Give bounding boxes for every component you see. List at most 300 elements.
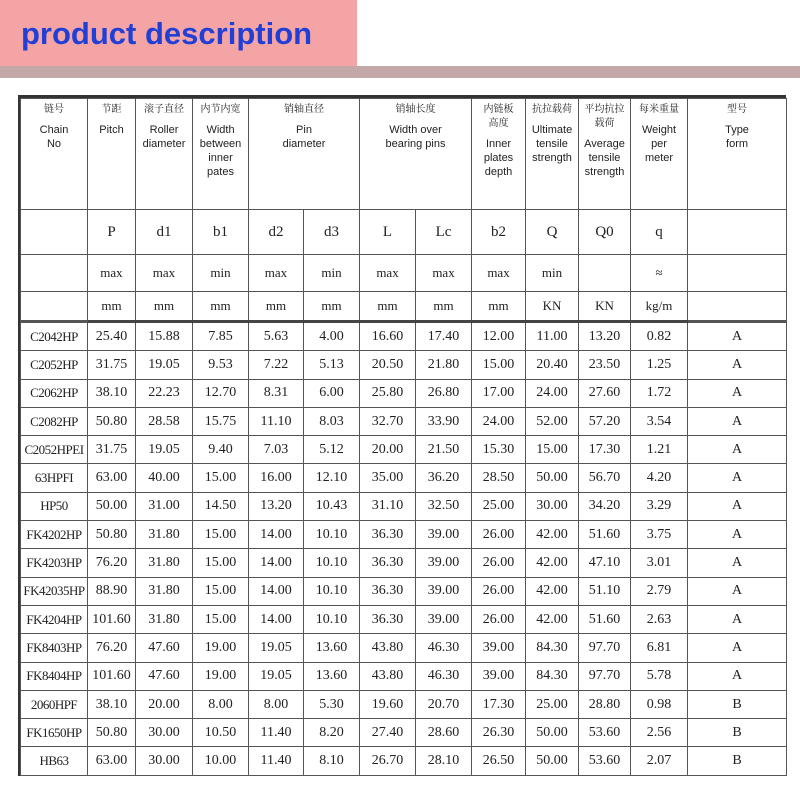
value-cell: 5.12 xyxy=(304,436,360,464)
header-en: Chain No xyxy=(39,124,69,150)
value-cell: 52.00 xyxy=(526,407,579,435)
value-cell: 6.00 xyxy=(304,379,360,407)
header-zh: 节距 xyxy=(101,104,122,115)
value-cell: 31.80 xyxy=(136,605,193,633)
value-cell: 14.50 xyxy=(193,492,249,520)
value-cell: 19.05 xyxy=(136,436,193,464)
header-en: Roller diameter xyxy=(142,124,186,150)
value-cell: 21.50 xyxy=(416,436,472,464)
value-cell: 50.80 xyxy=(88,407,136,435)
symbol-cell: Q0 xyxy=(579,210,631,255)
value-cell: 34.20 xyxy=(579,492,631,520)
value-cell: 26.00 xyxy=(472,577,526,605)
value-cell: 28.50 xyxy=(472,464,526,492)
value-cell: 2.63 xyxy=(631,605,688,633)
value-cell: 28.80 xyxy=(579,690,631,718)
header-cell xyxy=(472,99,526,210)
header-en: Pin diameter xyxy=(282,124,326,150)
limit-cell: max xyxy=(416,255,472,292)
value-cell: 19.00 xyxy=(193,634,249,662)
chain-no-cell: FK42035HP xyxy=(21,577,88,605)
header-zh: 内节内宽 xyxy=(200,104,241,115)
value-cell: 26.50 xyxy=(472,747,526,775)
table-row xyxy=(21,549,787,577)
value-cell: 47.60 xyxy=(136,662,193,690)
value-cell: 38.10 xyxy=(88,690,136,718)
value-cell: 31.75 xyxy=(88,351,136,379)
value-cell: 5.78 xyxy=(631,662,688,690)
value-cell: 84.30 xyxy=(526,634,579,662)
header-en: Average tensile strength xyxy=(584,138,625,178)
symbol-cell: P xyxy=(88,210,136,255)
value-cell: 9.40 xyxy=(193,436,249,464)
value-cell: 39.00 xyxy=(416,521,472,549)
type-cell: A xyxy=(688,322,787,351)
chain-no-cell: HB63 xyxy=(21,747,88,775)
value-cell: 8.10 xyxy=(304,747,360,775)
value-cell: 2.56 xyxy=(631,719,688,747)
header-cell xyxy=(526,99,579,210)
chain-no-cell: C2052HP xyxy=(21,351,88,379)
value-cell: 0.98 xyxy=(631,690,688,718)
value-cell: 31.00 xyxy=(136,492,193,520)
value-cell: 15.00 xyxy=(526,436,579,464)
value-cell: 51.60 xyxy=(579,521,631,549)
table-row xyxy=(21,605,787,633)
value-cell: 3.29 xyxy=(631,492,688,520)
value-cell: 20.50 xyxy=(360,351,416,379)
value-cell: 9.53 xyxy=(193,351,249,379)
header-cell xyxy=(136,99,193,210)
value-cell: 20.00 xyxy=(136,690,193,718)
value-cell: 15.00 xyxy=(193,549,249,577)
table-row xyxy=(21,634,787,662)
value-cell: 26.00 xyxy=(472,549,526,577)
value-cell: 76.20 xyxy=(88,634,136,662)
type-cell: A xyxy=(688,492,787,520)
value-cell: 19.00 xyxy=(193,662,249,690)
chain-no-cell: FK8404HP xyxy=(21,662,88,690)
value-cell: 32.50 xyxy=(416,492,472,520)
value-cell: 27.40 xyxy=(360,719,416,747)
limit-cell: max xyxy=(88,255,136,292)
limit-row xyxy=(21,255,787,292)
value-cell: 25.00 xyxy=(472,492,526,520)
value-cell: 50.00 xyxy=(526,464,579,492)
value-cell: 36.30 xyxy=(360,549,416,577)
value-cell: 13.60 xyxy=(304,662,360,690)
value-cell: 25.00 xyxy=(526,690,579,718)
value-cell: 20.70 xyxy=(416,690,472,718)
value-cell: 101.60 xyxy=(88,662,136,690)
value-cell: 56.70 xyxy=(579,464,631,492)
value-cell: 25.80 xyxy=(360,379,416,407)
value-cell: 10.10 xyxy=(304,577,360,605)
blank-cell xyxy=(21,292,88,322)
value-cell: 38.10 xyxy=(88,379,136,407)
symbol-cell: L xyxy=(360,210,416,255)
header-zh: 每米重量 xyxy=(639,104,680,115)
value-cell: 30.00 xyxy=(526,492,579,520)
limit-cell: min xyxy=(526,255,579,292)
value-cell: 97.70 xyxy=(579,634,631,662)
unit-cell: mm xyxy=(360,292,416,322)
value-cell: 2.79 xyxy=(631,577,688,605)
value-cell: 40.00 xyxy=(136,464,193,492)
value-cell: 24.00 xyxy=(472,407,526,435)
value-cell: 8.20 xyxy=(304,719,360,747)
value-cell: 2.07 xyxy=(631,747,688,775)
symbol-cell: Lc xyxy=(416,210,472,255)
value-cell: 20.40 xyxy=(526,351,579,379)
header-cell xyxy=(360,99,472,210)
header-en: Inner plates depth xyxy=(483,138,514,178)
chain-no-cell: C2082HP xyxy=(21,407,88,435)
table-row xyxy=(21,407,787,435)
unit-cell: mm xyxy=(249,292,304,322)
symbol-cell: b2 xyxy=(472,210,526,255)
value-cell: 76.20 xyxy=(88,549,136,577)
header-cell xyxy=(631,99,688,210)
value-cell: 5.63 xyxy=(249,322,304,351)
value-cell: 43.80 xyxy=(360,662,416,690)
value-cell: 46.30 xyxy=(416,634,472,662)
value-cell: 7.03 xyxy=(249,436,304,464)
value-cell: 22.23 xyxy=(136,379,193,407)
blank-cell xyxy=(688,255,787,292)
table-row xyxy=(21,719,787,747)
value-cell: 25.40 xyxy=(88,322,136,351)
value-cell: 84.30 xyxy=(526,662,579,690)
chain-no-cell: C2042HP xyxy=(21,322,88,351)
value-cell: 10.10 xyxy=(304,521,360,549)
unit-row xyxy=(21,292,787,322)
symbol-cell: d1 xyxy=(136,210,193,255)
table-row xyxy=(21,351,787,379)
value-cell: 10.43 xyxy=(304,492,360,520)
header-zh: 平均抗拉 载荷 xyxy=(584,104,625,129)
symbol-row xyxy=(21,210,787,255)
value-cell: 31.80 xyxy=(136,577,193,605)
value-cell: 51.10 xyxy=(579,577,631,605)
value-cell: 1.21 xyxy=(631,436,688,464)
value-cell: 19.60 xyxy=(360,690,416,718)
value-cell: 17.40 xyxy=(416,322,472,351)
value-cell: 0.82 xyxy=(631,322,688,351)
value-cell: 19.05 xyxy=(249,662,304,690)
value-cell: 88.90 xyxy=(88,577,136,605)
header-zh: 型号 xyxy=(727,104,748,115)
value-cell: 16.00 xyxy=(249,464,304,492)
value-cell: 19.05 xyxy=(136,351,193,379)
unit-cell: mm xyxy=(416,292,472,322)
type-cell: A xyxy=(688,464,787,492)
value-cell: 32.70 xyxy=(360,407,416,435)
value-cell: 28.60 xyxy=(416,719,472,747)
value-cell: 10.10 xyxy=(304,605,360,633)
type-cell: A xyxy=(688,634,787,662)
value-cell: 31.80 xyxy=(136,521,193,549)
value-cell: 63.00 xyxy=(88,464,136,492)
header-cell xyxy=(249,99,360,210)
value-cell: 97.70 xyxy=(579,662,631,690)
value-cell: 47.60 xyxy=(136,634,193,662)
header-row xyxy=(21,99,787,210)
chain-no-cell: 2060HPF xyxy=(21,690,88,718)
type-cell: A xyxy=(688,662,787,690)
symbol-cell: d2 xyxy=(249,210,304,255)
value-cell: 27.60 xyxy=(579,379,631,407)
value-cell: 14.00 xyxy=(249,605,304,633)
value-cell: 33.90 xyxy=(416,407,472,435)
value-cell: 50.80 xyxy=(88,719,136,747)
blank-cell xyxy=(21,210,88,255)
table-row xyxy=(21,747,787,775)
value-cell: 19.05 xyxy=(249,634,304,662)
value-cell: 26.80 xyxy=(416,379,472,407)
table-row xyxy=(21,521,787,549)
type-cell: A xyxy=(688,379,787,407)
value-cell: 50.00 xyxy=(88,492,136,520)
blank-cell xyxy=(688,210,787,255)
value-cell: 13.20 xyxy=(579,322,631,351)
blank-cell xyxy=(21,255,88,292)
type-cell: A xyxy=(688,577,787,605)
header-en: Weight per meter xyxy=(641,124,677,164)
chain-no-cell: FK8403HP xyxy=(21,634,88,662)
value-cell: 57.20 xyxy=(579,407,631,435)
table-row xyxy=(21,577,787,605)
value-cell: 7.22 xyxy=(249,351,304,379)
value-cell: 1.25 xyxy=(631,351,688,379)
unit-cell: mm xyxy=(304,292,360,322)
divider-bar xyxy=(0,66,800,78)
header-cell xyxy=(193,99,249,210)
value-cell: 36.30 xyxy=(360,605,416,633)
value-cell: 4.20 xyxy=(631,464,688,492)
value-cell: 17.30 xyxy=(579,436,631,464)
value-cell: 36.30 xyxy=(360,577,416,605)
value-cell: 3.54 xyxy=(631,407,688,435)
value-cell: 42.00 xyxy=(526,605,579,633)
value-cell: 51.60 xyxy=(579,605,631,633)
value-cell: 4.00 xyxy=(304,322,360,351)
value-cell: 1.72 xyxy=(631,379,688,407)
chain-no-cell: C2062HP xyxy=(21,379,88,407)
value-cell: 23.50 xyxy=(579,351,631,379)
header-zh: 销轴长度 xyxy=(395,104,436,115)
value-cell: 63.00 xyxy=(88,747,136,775)
unit-cell: mm xyxy=(193,292,249,322)
value-cell: 28.10 xyxy=(416,747,472,775)
value-cell: 50.80 xyxy=(88,521,136,549)
blank-cell xyxy=(688,292,787,322)
symbol-cell: b1 xyxy=(193,210,249,255)
type-cell: A xyxy=(688,549,787,577)
value-cell: 26.30 xyxy=(472,719,526,747)
chain-no-cell: FK1650HP xyxy=(21,719,88,747)
value-cell: 39.00 xyxy=(416,549,472,577)
type-cell: B xyxy=(688,690,787,718)
value-cell: 5.13 xyxy=(304,351,360,379)
table-row xyxy=(21,464,787,492)
type-cell: A xyxy=(688,605,787,633)
value-cell: 7.85 xyxy=(193,322,249,351)
value-cell: 30.00 xyxy=(136,747,193,775)
header-zh: 销轴直径 xyxy=(284,104,324,115)
value-cell: 31.10 xyxy=(360,492,416,520)
table-row xyxy=(21,662,787,690)
value-cell: 10.00 xyxy=(193,747,249,775)
chain-no-cell: 63HPFI xyxy=(21,464,88,492)
value-cell: 10.10 xyxy=(304,549,360,577)
value-cell: 13.60 xyxy=(304,634,360,662)
table-row xyxy=(21,690,787,718)
header-cell xyxy=(88,99,136,210)
spec-table-frame xyxy=(18,95,786,776)
value-cell: 21.80 xyxy=(416,351,472,379)
header-zh: 滚子直径 xyxy=(144,104,184,115)
value-cell: 28.58 xyxy=(136,407,193,435)
symbol-cell: Q xyxy=(526,210,579,255)
value-cell: 53.60 xyxy=(579,719,631,747)
value-cell: 26.00 xyxy=(472,605,526,633)
value-cell: 6.81 xyxy=(631,634,688,662)
type-cell: A xyxy=(688,351,787,379)
unit-cell: kg/m xyxy=(631,292,688,322)
value-cell: 14.00 xyxy=(249,549,304,577)
type-cell: A xyxy=(688,436,787,464)
value-cell: 10.50 xyxy=(193,719,249,747)
limit-cell: min xyxy=(304,255,360,292)
title-banner xyxy=(0,0,357,66)
value-cell: 11.40 xyxy=(249,719,304,747)
banner-title: product description xyxy=(21,16,313,51)
limit-cell: max xyxy=(249,255,304,292)
value-cell: 16.60 xyxy=(360,322,416,351)
limit-cell: max xyxy=(360,255,416,292)
value-cell: 31.80 xyxy=(136,549,193,577)
limit-cell: max xyxy=(472,255,526,292)
value-cell: 42.00 xyxy=(526,521,579,549)
value-cell: 47.10 xyxy=(579,549,631,577)
header-en: Width over bearing pins xyxy=(385,124,446,150)
header-en: Pitch xyxy=(99,124,124,136)
value-cell: 39.00 xyxy=(416,605,472,633)
value-cell: 17.00 xyxy=(472,379,526,407)
table-row xyxy=(21,379,787,407)
limit-cell: max xyxy=(136,255,193,292)
unit-cell: KN xyxy=(526,292,579,322)
chain-no-cell: FK4202HP xyxy=(21,521,88,549)
value-cell: 15.00 xyxy=(193,577,249,605)
value-cell: 12.70 xyxy=(193,379,249,407)
type-cell: A xyxy=(688,407,787,435)
value-cell: 12.10 xyxy=(304,464,360,492)
value-cell: 15.75 xyxy=(193,407,249,435)
value-cell: 36.30 xyxy=(360,521,416,549)
table-row xyxy=(21,322,787,351)
header-zh: 内链板 高度 xyxy=(483,104,514,129)
value-cell: 3.01 xyxy=(631,549,688,577)
value-cell: 50.00 xyxy=(526,747,579,775)
unit-cell: mm xyxy=(88,292,136,322)
chain-spec-table xyxy=(20,98,787,776)
value-cell: 24.00 xyxy=(526,379,579,407)
type-cell: B xyxy=(688,719,787,747)
value-cell: 11.10 xyxy=(249,407,304,435)
chain-no-cell: HP50 xyxy=(21,492,88,520)
value-cell: 3.75 xyxy=(631,521,688,549)
value-cell: 30.00 xyxy=(136,719,193,747)
value-cell: 15.30 xyxy=(472,436,526,464)
value-cell: 46.30 xyxy=(416,662,472,690)
value-cell: 50.00 xyxy=(526,719,579,747)
type-cell: A xyxy=(688,521,787,549)
header-cell xyxy=(579,99,631,210)
header-cell xyxy=(688,99,787,210)
value-cell: 14.00 xyxy=(249,577,304,605)
value-cell: 8.00 xyxy=(249,690,304,718)
chain-no-cell: FK4204HP xyxy=(21,605,88,633)
value-cell: 26.00 xyxy=(472,521,526,549)
value-cell: 15.88 xyxy=(136,322,193,351)
value-cell: 36.20 xyxy=(416,464,472,492)
value-cell: 11.00 xyxy=(526,322,579,351)
unit-cell: KN xyxy=(579,292,631,322)
type-cell: B xyxy=(688,747,787,775)
value-cell: 8.00 xyxy=(193,690,249,718)
value-cell: 39.00 xyxy=(472,662,526,690)
value-cell: 5.30 xyxy=(304,690,360,718)
value-cell: 8.03 xyxy=(304,407,360,435)
value-cell: 12.00 xyxy=(472,322,526,351)
unit-cell: mm xyxy=(472,292,526,322)
table-row xyxy=(21,492,787,520)
symbol-cell: q xyxy=(631,210,688,255)
value-cell: 53.60 xyxy=(579,747,631,775)
header-en: Type form xyxy=(725,124,749,150)
value-cell: 17.30 xyxy=(472,690,526,718)
header-en: Width between inner pates xyxy=(199,124,242,178)
unit-cell: mm xyxy=(136,292,193,322)
value-cell: 42.00 xyxy=(526,577,579,605)
chain-no-cell: C2052HPEI xyxy=(21,436,88,464)
value-cell: 31.75 xyxy=(88,436,136,464)
limit-cell: min xyxy=(193,255,249,292)
header-zh: 抗拉载荷 xyxy=(532,104,573,115)
value-cell: 8.31 xyxy=(249,379,304,407)
value-cell: 39.00 xyxy=(472,634,526,662)
value-cell: 15.00 xyxy=(193,521,249,549)
value-cell: 14.00 xyxy=(249,521,304,549)
value-cell: 35.00 xyxy=(360,464,416,492)
value-cell: 42.00 xyxy=(526,549,579,577)
header-en: Ultimate tensile strength xyxy=(531,124,573,164)
value-cell: 101.60 xyxy=(88,605,136,633)
value-cell: 15.00 xyxy=(193,605,249,633)
value-cell: 20.00 xyxy=(360,436,416,464)
value-cell: 13.20 xyxy=(249,492,304,520)
value-cell: 26.70 xyxy=(360,747,416,775)
header-cell xyxy=(21,99,88,210)
value-cell: 11.40 xyxy=(249,747,304,775)
value-cell: 15.00 xyxy=(193,464,249,492)
limit-cell xyxy=(579,255,631,292)
value-cell: 43.80 xyxy=(360,634,416,662)
symbol-cell: d3 xyxy=(304,210,360,255)
limit-cell: ≈ xyxy=(631,255,688,292)
